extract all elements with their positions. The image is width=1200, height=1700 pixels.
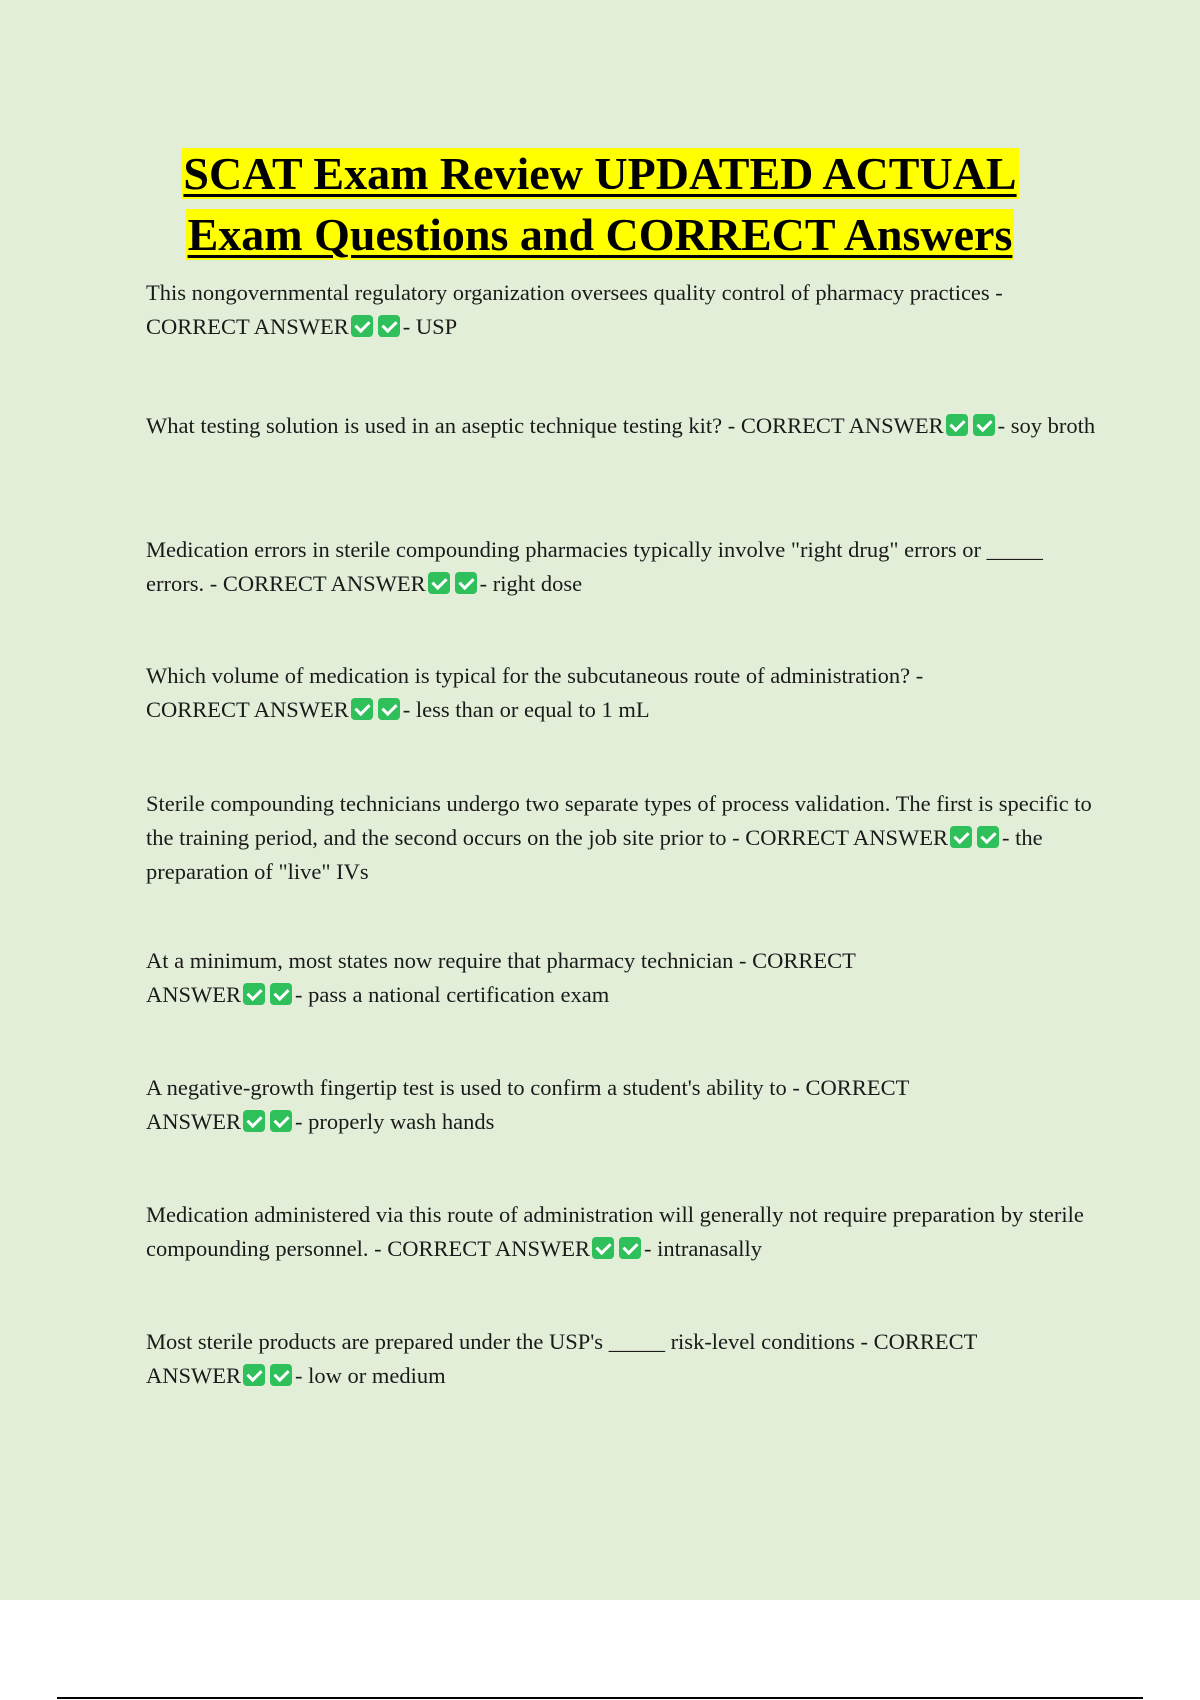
answer-text: - less than or equal to 1 mL <box>402 697 650 722</box>
answer-marker: ANSWER <box>146 1363 241 1388</box>
title-line-1: SCAT Exam Review UPDATED ACTUAL <box>183 148 1017 199</box>
check-mark-icon <box>455 572 477 594</box>
qa-item-7 <box>146 1071 1096 1139</box>
check-mark-icon <box>950 826 972 848</box>
question-text: Medication errors in sterile compounding pharmacies typically involve "right drug" errors or _____ errors. - CORRECT ANSWER <box>146 537 1043 596</box>
check-mark-icon <box>428 572 450 594</box>
check-mark-icon <box>243 983 265 1005</box>
document-title <box>0 143 1200 265</box>
answer-text: - intranasally <box>643 1236 763 1261</box>
answer-text: - right dose <box>479 571 583 596</box>
check-mark-icon <box>378 315 400 337</box>
answer-marker: ANSWER <box>146 982 241 1007</box>
question-text: This nongovernmental regulatory organization oversees quality control of pharmacy practices - <box>146 280 1003 305</box>
answer-marker: CORRECT ANSWER <box>146 314 349 339</box>
answer-text: - low or medium <box>295 1363 446 1388</box>
check-mark-icon <box>351 315 373 337</box>
qa-item-2 <box>146 409 1096 443</box>
check-mark-icon <box>243 1110 265 1132</box>
footer-divider <box>57 1697 1143 1699</box>
qa-item-3 <box>146 533 1096 601</box>
qa-item-8 <box>146 1198 1096 1266</box>
qa-item-5 <box>146 787 1096 889</box>
question-text: At a minimum, most states now require that pharmacy technician - CORRECT <box>146 948 856 973</box>
qa-item-1 <box>146 276 1096 344</box>
check-mark-icon <box>270 1364 292 1386</box>
question-text: Which volume of medication is typical for the subcutaneous route of administration? - <box>146 663 924 688</box>
check-mark-icon <box>619 1237 641 1259</box>
check-mark-icon <box>351 698 373 720</box>
check-mark-icon <box>973 414 995 436</box>
check-mark-icon <box>977 826 999 848</box>
question-text: Medication administered via this route of administration will generally not require preparation by sterile compounding personnel. - CORRECT ANSWER <box>146 1202 1084 1261</box>
qa-item-9 <box>146 1325 1096 1393</box>
answer-text: - USP <box>402 314 458 339</box>
answer-marker: ANSWER <box>146 1109 241 1134</box>
check-mark-icon <box>270 983 292 1005</box>
answer-text: - the preparation of "live" IVs <box>146 825 1043 884</box>
answer-text: - properly wash hands <box>295 1109 495 1134</box>
question-text: What testing solution is used in an aseptic technique testing kit? - CORRECT ANSWER <box>146 413 944 438</box>
answer-text: - pass a national certification exam <box>295 982 610 1007</box>
check-mark-icon <box>243 1364 265 1386</box>
title-line-2: Exam Questions and CORRECT Answers <box>187 209 1013 260</box>
check-mark-icon <box>946 414 968 436</box>
qa-item-4 <box>146 659 1096 727</box>
question-text: Most sterile products are prepared under the USP's _____ risk-level conditions - CORRECT <box>146 1329 978 1354</box>
answer-marker: CORRECT ANSWER <box>146 697 349 722</box>
question-text: A negative-growth fingertip test is used to confirm a student's ability to - CORRECT <box>146 1075 910 1100</box>
check-mark-icon <box>270 1110 292 1132</box>
check-mark-icon <box>592 1237 614 1259</box>
qa-item-6 <box>146 944 1096 1012</box>
check-mark-icon <box>378 698 400 720</box>
question-text: Sterile compounding technicians undergo two separate types of process validation. The first is specific to the training period, and the second occurs on the job site prior to - CORRECT ANSWER <box>146 791 1092 850</box>
answer-text: - soy broth <box>997 413 1096 438</box>
